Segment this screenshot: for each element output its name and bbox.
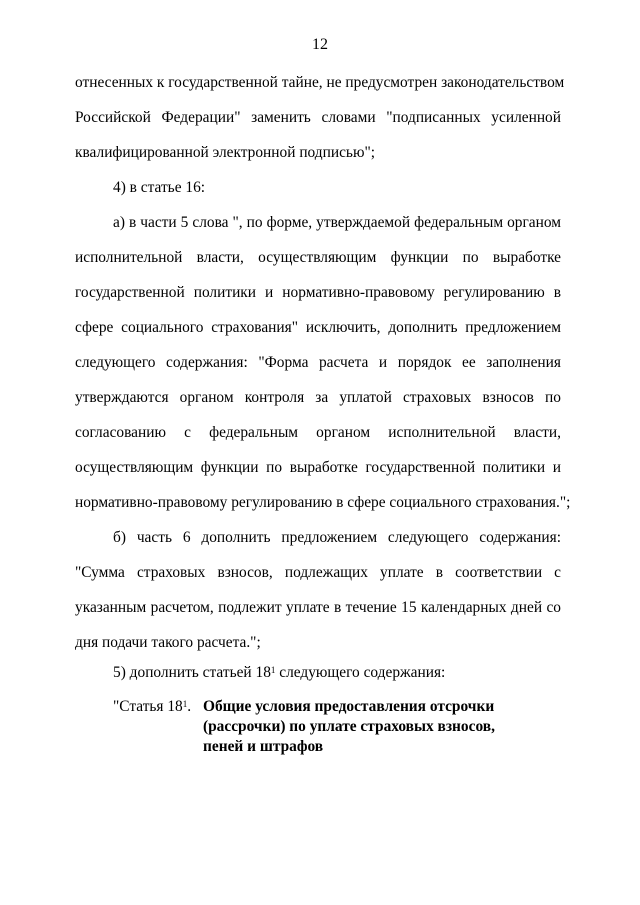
- text-line: согласованию с федеральным органом исполнительной власти,: [75, 424, 561, 441]
- text-fragment: "Статья 18: [113, 698, 183, 715]
- list-item-heading: 4) в статье 16:: [113, 179, 206, 196]
- superscript: 1: [270, 665, 276, 675]
- page-number: 12: [312, 36, 328, 53]
- text-line: исполнительной власти, осуществляющим функции по выработке: [75, 249, 561, 266]
- text-line: следующего содержания: "Форма расчета и порядок ее заполнения: [75, 354, 561, 371]
- text-line: указанным расчетом, подлежит уплате в течение 15 календарных дней со: [75, 599, 561, 616]
- article-title-line: пеней и штрафов: [203, 738, 324, 755]
- article-title: [203, 697, 533, 757]
- text-fragment: 5) дополнить статьей 18: [113, 664, 271, 681]
- article-title-line: Общие условия предоставления отсрочки: [203, 698, 495, 715]
- text-line: нормативно-правовому регулированию в сфере социального страхования.";: [75, 494, 571, 511]
- text-fragment: .: [187, 698, 192, 715]
- text-line: сфере социального страхования" исключить, дополнить предложением: [75, 319, 561, 336]
- text-line: отнесенных к государственной тайне, не предусмотрен законодательством: [75, 74, 565, 91]
- text-line: б) часть 6 дополнить предложением следующего содержания:: [113, 529, 561, 546]
- text-line: "Сумма страховых взносов, подлежащих уплате в соответствии с: [75, 564, 561, 581]
- text-line: квалифицированной электронной подписью";: [75, 144, 376, 161]
- text-fragment: следующего содержания:: [275, 664, 446, 681]
- article-label: [113, 697, 191, 717]
- text-line: государственной политики и нормативно-правовому регулированию в: [75, 284, 561, 301]
- text-line: Российской Федерации" заменить словами "подписанных усиленной: [75, 109, 561, 126]
- article-title-line: (рассрочки) по уплате страховых взносов,: [203, 718, 495, 735]
- text-line: а) в части 5 слова ", по форме, утверждаемой федеральным органом: [113, 214, 561, 231]
- text-line: утверждаются органом контроля за уплатой страховых взносов по: [75, 389, 561, 406]
- text-line: осуществляющим функции по выработке государственной политики и: [75, 459, 561, 476]
- superscript: 1: [182, 699, 188, 709]
- text-line: дня подачи такого расчета.";: [75, 634, 261, 651]
- list-item-heading: [113, 663, 561, 683]
